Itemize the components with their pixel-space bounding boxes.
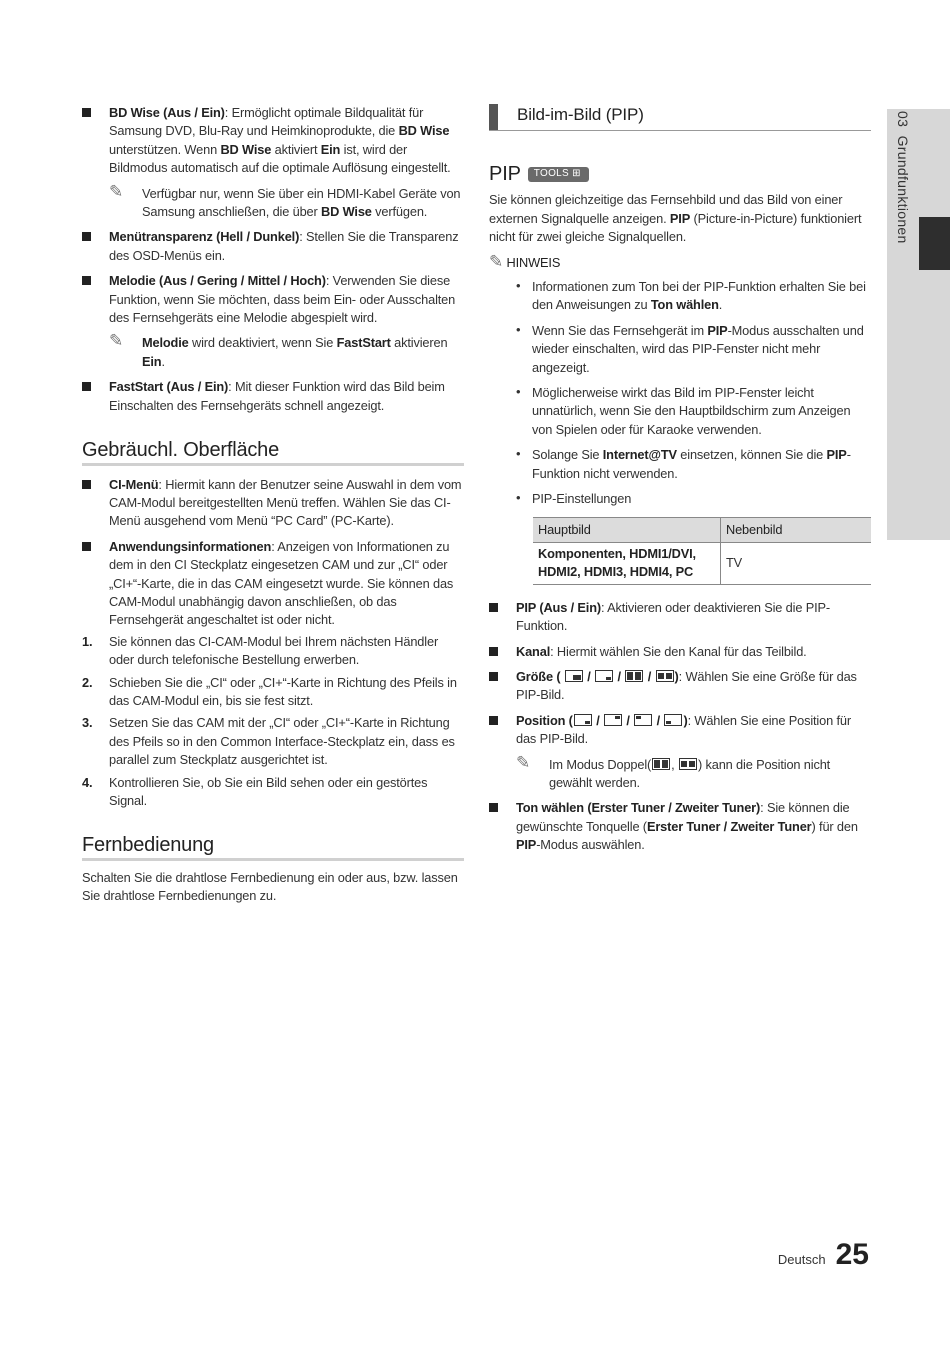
pip-settings-table xyxy=(533,517,871,585)
step-item: 3. Setzen Sie das CAM mit der „CI“ oder „CI+“-Karte in Richtung des Pfeils so in den Common Interface-Steckplatz ein, dass es parallel zum Steckplatz ausgerichtet ist. xyxy=(82,715,455,768)
section-title-fernbedienung: Fernbedienung xyxy=(82,836,464,860)
pencil-note-icon: ✎ xyxy=(109,331,124,351)
list-item: • Möglicherweise wirkt das Bild im PIP-Fenster leicht unnatürlich, wenn Sie den Hauptbildschirm zum Anzeigen von Spielen oder für Karaoke verwenden. xyxy=(516,384,851,437)
list-item: Kanal: Hiermit wählen Sie den Kanal für das Teilbild. xyxy=(489,643,871,661)
step-item: 2. Schieben Sie die „CI“ oder „CI+“-Karte in Richtung des Pfeils in das CAM-Modul ein, bis sie fest sitzt. xyxy=(82,674,457,708)
table-header: Hauptbild xyxy=(533,517,721,542)
right-column xyxy=(489,104,871,862)
section-title-oberflaeche: Gebräuchl. Oberfläche xyxy=(82,441,464,465)
section-bar-icon xyxy=(489,104,498,130)
square-bullet-icon xyxy=(489,672,498,681)
step-item: 4. Kontrollieren Sie, ob Sie ein Bild sehen oder ein gestörtes Signal. xyxy=(82,774,428,808)
list-item: • Wenn Sie das Fernsehgerät im PIP-Modus ausschalten und wieder einschalten, wird das PIP-Fenster nicht mehr angezeigt. xyxy=(516,321,864,375)
square-bullet-icon xyxy=(489,647,498,656)
note: ✎ Verfügbar nur, wenn Sie über ein HDMI-Kabel Geräte von Samsung anschließen, die über BD Wise verfügen. xyxy=(109,181,461,220)
square-bullet-icon xyxy=(82,232,91,241)
pip-size-double-wide-icon xyxy=(679,758,697,770)
list-item: Ton wählen (Erster Tuner / Zweiter Tuner): Sie können die gewünschte Tonquelle (Erster Tuner / Zweiter Tuner) für den PIP-Modus auswählen. xyxy=(489,799,871,854)
dot-bullet-icon: • xyxy=(516,321,521,337)
pip-size-large-icon xyxy=(565,670,583,682)
pencil-note-icon: ✎ xyxy=(109,181,124,201)
chapter-label: 03 Grundfunktionen xyxy=(895,111,911,244)
hinweis-label: ✎ HINWEIS xyxy=(489,251,561,271)
pip-size-small-icon xyxy=(595,670,613,682)
list-item: • Informationen zum Ton bei der PIP-Funktion erhalten Sie bei den Anweisungen zu Ton wählen. xyxy=(516,278,866,313)
left-column xyxy=(82,104,464,906)
table-header: Nebenbild xyxy=(721,517,872,542)
square-bullet-icon xyxy=(82,480,91,489)
square-bullet-icon xyxy=(82,276,91,285)
table-cell: TV xyxy=(721,542,872,584)
pip-position-bottom-left-icon xyxy=(664,714,682,726)
list-item: PIP (Aus / Ein): Aktivieren oder deaktivieren Sie die PIP-Funktion. xyxy=(489,599,871,636)
square-bullet-icon xyxy=(489,716,498,725)
page-number: 25 xyxy=(835,1238,869,1271)
square-bullet-icon xyxy=(489,803,498,812)
table-cell: Komponenten, HDMI1/DVI, HDMI2, HDMI3, HDMI4, PC xyxy=(533,542,721,584)
dot-bullet-icon: • xyxy=(516,278,521,294)
footer-language: Deutsch xyxy=(777,1252,826,1267)
note: ✎ Melodie wird deaktiviert, wenn Sie FastStart aktivieren Ein. xyxy=(109,331,448,369)
tools-icon: TOOLS ⊞ xyxy=(528,167,589,182)
step-item: 1. Sie können das CI-CAM-Modul bei Ihrem nächsten Händler oder durch telefonische Bestellung erwerben. xyxy=(82,633,439,668)
pencil-note-icon: ✎ xyxy=(516,752,531,772)
dot-bullet-icon: • xyxy=(516,384,521,400)
list-item: Größe ( / / / ): Wählen Sie eine Größe für das PIP-Bild. xyxy=(489,668,871,705)
list-item: CI-Menü: Hiermit kann der Benutzer seine Auswahl in dem vom CAM-Modul bereitgestellten Menü treffen. Wählen Sie das CI-Menü ausgehend vom Menü “PC Card” (PC-Karte). xyxy=(82,476,464,531)
section-title-pip: Bild-im-Bild (PIP) xyxy=(489,104,871,131)
square-bullet-icon xyxy=(82,542,91,551)
pip-size-double-icon xyxy=(625,670,643,682)
note: ✎ Im Modus Doppel( , ) kann die Position nicht gewählt werden. xyxy=(516,752,831,790)
section-text: Schalten Sie die drahtlose Fernbedienung ein oder aus, bzw. lassen Sie drahtlose Fernbedienungen zu. xyxy=(82,869,458,904)
square-bullet-icon xyxy=(82,382,91,391)
list-item: • Solange Sie Internet@TV einsetzen, können Sie die PIP-Funktion nicht verwenden. xyxy=(516,446,851,481)
list-item: Position ( / / / ): Wählen Sie eine Position für das PIP-Bild. xyxy=(489,712,871,749)
square-bullet-icon xyxy=(489,603,498,612)
list-item: BD Wise (Aus / Ein): Ermöglicht optimale Bildqualität für Samsung DVD, Blu-Ray und Heimkinoprodukte, die BD Wise unterstützen. Wenn BD Wise aktiviert Ein ist, wird der Bildmodus automatisch auf die optimale Auflösung eingestellt. xyxy=(82,104,464,178)
pip-intro: Sie können gleichzeitige das Fernsehbild und das Bild von einer externen Signalquelle anzeigen. PIP (Picture-in-Picture) funktioniert nicht für zwei gleiche Signalquellen. xyxy=(489,192,862,245)
dot-bullet-icon: • xyxy=(516,490,521,506)
pip-position-bottom-right-icon xyxy=(574,714,592,726)
list-item: Menütransparenz (Hell / Dunkel): Stellen Sie die Transparenz des OSD-Menüs ein. xyxy=(82,228,464,265)
pencil-note-icon: ✎ xyxy=(489,251,504,271)
list-item: • PIP-Einstellungen xyxy=(516,490,632,507)
pip-size-double-wide-icon xyxy=(656,670,674,682)
pip-position-top-right-icon xyxy=(604,714,622,726)
page-footer xyxy=(778,1238,869,1272)
dot-bullet-icon: • xyxy=(516,446,521,462)
pip-size-double-icon xyxy=(652,758,670,770)
pip-heading: PIP TOOLS ⊞ xyxy=(489,165,871,183)
list-item: FastStart (Aus / Ein): Mit dieser Funktion wird das Bild beim Einschalten des Fernsehgeräts schnell angezeigt. xyxy=(82,378,464,415)
chapter-marker xyxy=(919,217,950,270)
square-bullet-icon xyxy=(82,108,91,117)
pip-position-top-left-icon xyxy=(634,714,652,726)
chapter-sidebar xyxy=(887,109,950,540)
list-item: Anwendungsinformationen: Anzeigen von Informationen zu dem in den CI Steckplatz eingesetzen CAM und zur „CI“ oder „CI+“-Karte, die in das CAM eingesetzt wurde. Sie können das CAM-Modul unabhängig davon anschließen, ob das Fernsehgerät angeschaltet ist oder nicht. xyxy=(82,538,464,630)
list-item: Melodie (Aus / Gering / Mittel / Hoch): Verwenden Sie diese Funktion, wenn Sie möchten, dass beim Ein- oder Ausschalten des Fernsehgeräts eine Melodie abgespielt wird. xyxy=(82,272,464,327)
